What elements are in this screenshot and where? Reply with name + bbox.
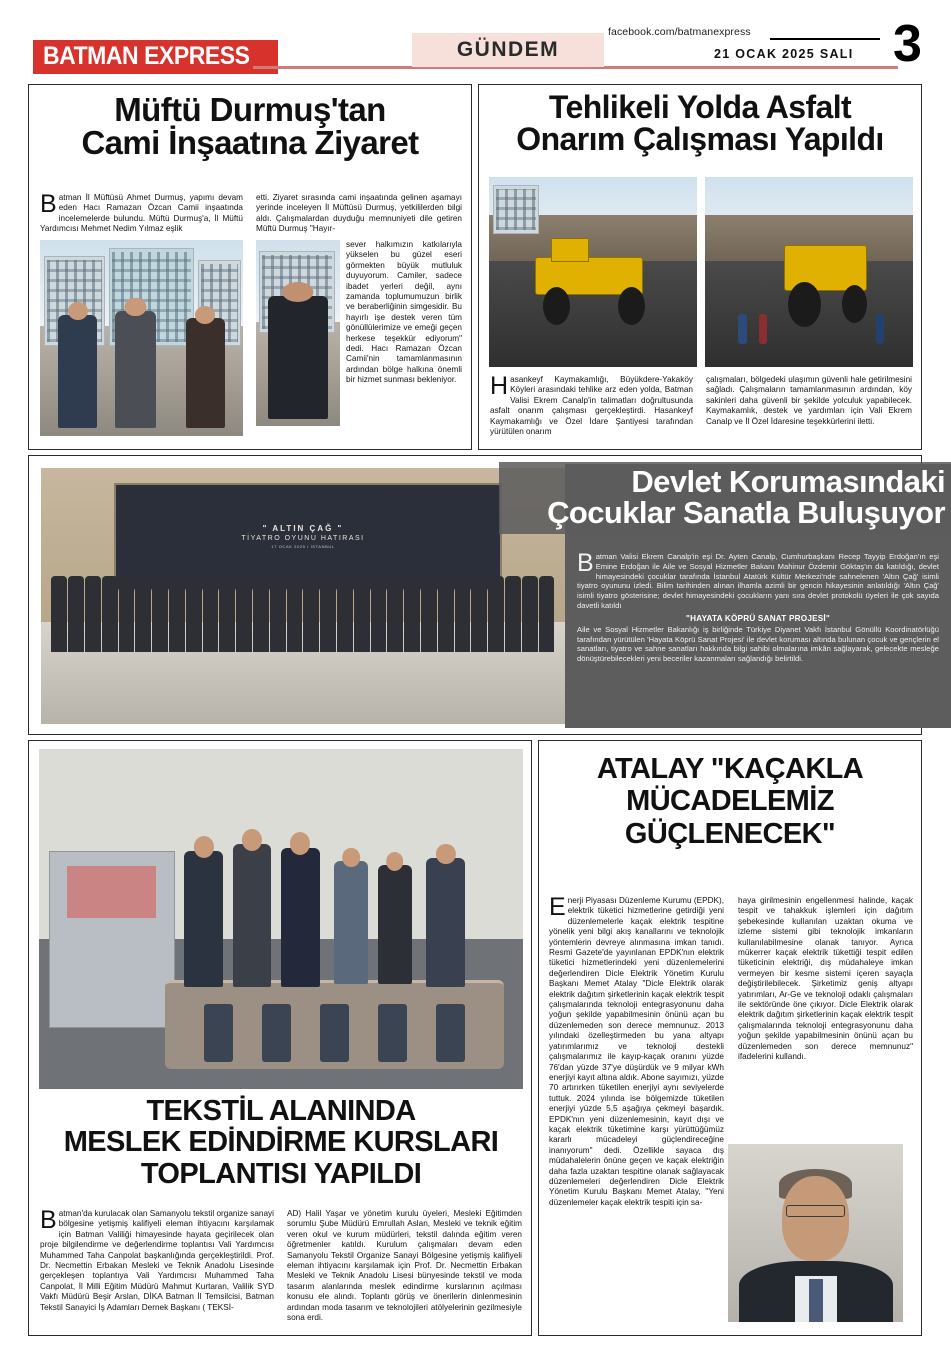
article-atalay-col1: Enerji Piyasası Düzenleme Kurumu (EPDK), elektrik tüketici hizmetlerine getirdiği yeni düzenlemelerle kaçak elektrik tespitine yönelik yeni bilgi akış kanallarını ve teknolojik yöntemlerin devreye alınmasına imkan tanıdı. Resmi Gazete'de yayınlanan EPDK'nın elektrik tüketici hizmetlerindeki yeni düzenlemelerini değerlendiren Dicle Elektrik Yönetim Kurulu Başkanı Memet Atalay "Dicle Elektrik olarak elektrik dağıtım şirketlerinin kaçak elektrik tespit çalışmalarında teknoloji entegrasyonunu daha yoğun şekilde yapabilmesinin önünü açan bu düzenlemeden son derece memnunuz. 2013 yılındaki özelleştirmeden bu yana altyapı yatırımlarımız ve teknoloji destekli çalışmalarımız ile kayıp-kaçak oranını yüzde 76'dan yüzde 37'ye düşürdük ve 9 milyar kWh enerjiyi kayıt altına aldık. Abone sayımızı, yüzde 70 artırırken tüketilen enerjiyi aynı seviyelerde tuttuk. 2024 yılında ise bölgemizde tüketilen enerjiyi yüzde 5,5 aşağıya çekmeyi başardık. EPDK'nın yeni düzenlemesinin, kayıt dışı ve kaçak elektrik tüketimine karşı yürüttüğümüz kararlı mücadeleyi güçlendireceğine inanıyorum" dedi. Özellikle sayaca dış müdahalelerin önüne geçen ve kaçak elektriğin daha fazla uzaktan tespitine olanak sağlayacak düzenlemeleri değerlendiren Dicle Elektrik Yönetim Kurulu Başkanı Memet Atalay, "Yeni düzenlemeler kaçak elektrik tespiti için sa- — [549, 893, 724, 1207]
newspaper-logo-text: BATMAN EXPRESS — [43, 42, 250, 70]
article-tekstil-kurslari — [28, 740, 532, 1336]
article-tiyatro-stage-banner — [62, 524, 544, 549]
article-atalay-photo-portrait — [728, 1144, 903, 1322]
article-asfalt-onarim — [478, 84, 922, 450]
masthead — [0, 0, 951, 78]
article-asfalt-photo-row — [489, 177, 913, 367]
article-asfalt-photo-grader — [489, 177, 697, 367]
section-tag-label: GÜNDEM — [456, 38, 560, 61]
article-tiyatro-body-part2: Aile ve Sosyal Hizmetler Bakanlığı iş birliğinde Türkiye Diyanet Vakfı İstanbul Gönüllü Koordinatörlüğü tarafından yürütülen 'Hayata Köprü Sanat Projesi' ile devlet koruması altında bulunan çocuk ve gençlerin el sanatları, tiyatro ve sahne sanatları hakkında bilgi sahibi olmalarına imkân sağlayarak, gelecekte mesleğe dönüştürebilecekleri yeni beceriler kazanmaları sağlandığı belirtildi. — [577, 624, 939, 664]
article-atalay-headline: ATALAY "KAÇAKLA MÜCADELEMİZ GÜÇLENECEK" — [596, 753, 864, 850]
article-tiyatro-photo-group — [41, 468, 565, 724]
article-devlet-korumasi-tiyatro — [28, 455, 945, 735]
article-mufti-headline: Müftü Durmuş'tan Cami İnşaatına Ziyaret — [81, 91, 419, 161]
article-atalay-kacak-elektrik — [538, 740, 922, 1336]
article-mufti-photo-group — [40, 240, 243, 436]
article-mufti-body — [40, 190, 462, 441]
page-number: 3 — [893, 15, 921, 73]
article-mufti-col1-lead: Batman İl Müftüsü Ahmet Durmuş, yapımı devam eden Hacı Ramazan Özcan Camii inşaatında incelemelerde bulundu. Müftü Durmuş'a, İl Müftü Yardımcısı Mehmet Nedim Yılmaz eşlik — [40, 190, 243, 234]
article-mufti-photo-portrait — [256, 240, 340, 426]
article-atalay-col2: haya girilmesinin engellenmesi halinde, kaçak tespit ve tahakkuk işlemleri için dağıtım şebekesinde kullanılan uzaktan okuma ve izleme sistemi gibi teknolojik imkanların kullanılabilmesine olanak tanıyor. Ayrıca mükerrer kaçak elektrik tükettiği tespit edilen tüketicinin elektriği, dış müdahaleye imkan vermeyen bir kesme sistemi içeren sayaçla değiştirilebilecek. Şirketimiz geniş altyapı yatırımları, Ar-Ge ve teknoloji odaklı çalışmaları ile sektöründe öne çıkıyor. Dicle Elektrik olarak elektrik dağıtım şirketlerinin kaçak elektrik tespit çalışmalarında teknoloji entegrasyonunu daha yoğun şekilde yapabilmesinin önünü açan bu düzenlemeden son derece memnunuz" ifadelerini kullandı. — [738, 896, 913, 1062]
article-tekstil-col2: AD) Halil Yaşar ve yönetim kurulu üyeleri, Mesleki Eğitimden sorumlu Şube Müdürü Emrullah Aslan, Mesleki ve teknik eğitim veren okul ve kurum müdürleri, tekstil dalında eğitim veren öğretmenler katıldı. Kurulum çalışmaları devam eden Samanyolu Tekstil Organize Sanayi Bölgesine yetişmiş kalifiyeli eleman ihtiyacını karşılamak için Prof. Dr. Necmettin Erbakan Mesleki ve Teknik Anadolu Lisesi bünyesinde tekstil ve moda tasarım alanlarında meslek edindirme kurslarının açılması konusu ele alındı. Toplantı görüş ve önerilerin dinlenmesinin ardından moda tasarım ve teknolojileri atölyelerinin gezilmesiyle sona erdi. — [287, 1209, 522, 1323]
article-tiyatro-subheadline: "HAYATA KÖPRÜ SANAT PROJESİ" — [686, 613, 830, 623]
article-tekstil-headline: TEKSTİL ALANINDA MESLEK EDİNDİRME KURSLARI TOPLANTISI YAPILDI — [63, 1095, 499, 1190]
stage-banner-date: 17 OCAK 2025 / İSTANBUL — [271, 544, 335, 550]
facebook-url[interactable]: facebook.com/batmanexpress — [608, 26, 751, 38]
section-tag — [412, 33, 604, 67]
article-tiyatro-body-part1: Batman Valisi Ekrem Canalp'in eşi Dr. Ayten Canalp, Cumhurbaşkanı Recep Tayyip Erdoğan'ın eşi Emine Erdoğan ile Aile ve Sosyal Hizmetler Bakanı Mahinur Özdemir Göktaş'ın da katıldığı, devlet himayesindeki çocuklar tarafında İstanbul Atatürk Kültür Merkezi'nde sahnelenen 'Altın Çağ' isimli tiyatro oyununu izledi. Bilim tarihinden alınan ilhamla azimli bir gencin hikayesinin anlatıldığı 'Altın Çağ' isimli tiyatro gösterisine; devlet himayesindeki çocukların yanı sıra devlet protokolü üyeleri ile çok sayıda davetli katıldı — [577, 549, 939, 610]
article-tekstil-photo-meeting — [39, 749, 523, 1089]
stage-banner-subtitle: TİYATRO OYUNU HATIRASI — [241, 535, 365, 543]
stage-banner-title: " ALTIN ÇAĞ " — [262, 524, 344, 534]
article-mufti-cami-ziyaret — [28, 84, 472, 450]
date-rule — [770, 38, 880, 40]
article-tiyatro-headline: Devlet Korumasındaki Çocuklar Sanatla Buluşuyor — [499, 462, 951, 534]
article-mufti-col2-wrap: sever halkımızın katkılarıyla yükselen bu güzel eseri görmekten büyük mutluluk duyuyorum. Camiler, sadece ibadet yerleri değil, aynı zamanda toplumumuzun birlik ve beraberliğinin simgesidir. Bu hayırlı işe destek veren tüm gönüllülerimize ve emeği geçen herkese teşekkür ediyorum" dedi. Hacı Ramazan Özcan Camii'nin tamamlanmasının ardından bölge halkına önemli bir hizmet sunması bekleniyor. — [346, 240, 462, 385]
article-tiyatro-body — [569, 546, 947, 724]
article-asfalt-col1: Hasankeyf Kaymakamlığı, Büyükdere-Yakaköy Köyleri arasındaki tehlike arz eden yolda, Batman Valisi Ekrem Canalp'in talimatları doğrultusunda asfalt onarım çalışması gerçekleştirdi. Hasankeyf Kaymakamlığı ve Özel İdare Şantiyesi tarafından yürütülen onarım — [490, 372, 693, 437]
newspaper-logo[interactable] — [33, 40, 278, 74]
article-tekstil-col1: Batman'da kurulacak olan Samanyolu tekstil organize sanayi bölgesine yetişmiş kalifiyeli eleman ihtiyacını karşılamak için Batman Valiliği himayesinde hayata geçirilecek olan proje bilgilendirme ve değerlendirme toplantısı Vali Yardımcısı Muhammed Taha Canpolat başkanlığında gerçekleştirildi. Prof. Dr. Necmettin Erbakan Mesleki ve Teknik Anadolu Lisesinde gerçekleşen toplantıya Vali Yardımcısı Muhammed Taha Canpolat, İl Milli Eğitim Müdürü Mahmut Kurtaran, Valilik SYD Vakfı Müdürü Beşir Arslan, DİKA Batman İl Temsilcisi, Batman Tekstil Sanayici İş Adamları Dernek Başkanı ( TEKSİ- — [40, 1206, 274, 1312]
article-asfalt-photo-roller — [705, 177, 913, 367]
crowd-row — [51, 576, 554, 653]
article-mufti-col2-top: etti. Ziyaret sırasında cami inşaatında gelinen aşamayı yerinde inceleyen İl Müftüsü Durmuş, yetkililerden bilgi aldı. Çalışmalardan duyduğu memnuniyeti dile getiren Müftü Durmuş "Hayır- — [256, 193, 462, 234]
article-asfalt-headline: Tehlikeli Yolda Asfalt Onarım Çalışması Yapıldı — [516, 89, 884, 157]
article-asfalt-col2: çalışmaları, bölgedeki ulaşımın güvenli hale getirilmesini sağladı. Çalışmaların tamamlanmasının ardından, köy sakinleri daha güvenli bir şekilde yolculuk yapabilecek. Kaymakamlık, destek ve yardımları için Vali Ekrem Canalp ve İl Özel İdaresine teşekkürlerini iletti. — [706, 375, 912, 426]
publication-date: 21 OCAK 2025 SALI — [714, 47, 854, 61]
